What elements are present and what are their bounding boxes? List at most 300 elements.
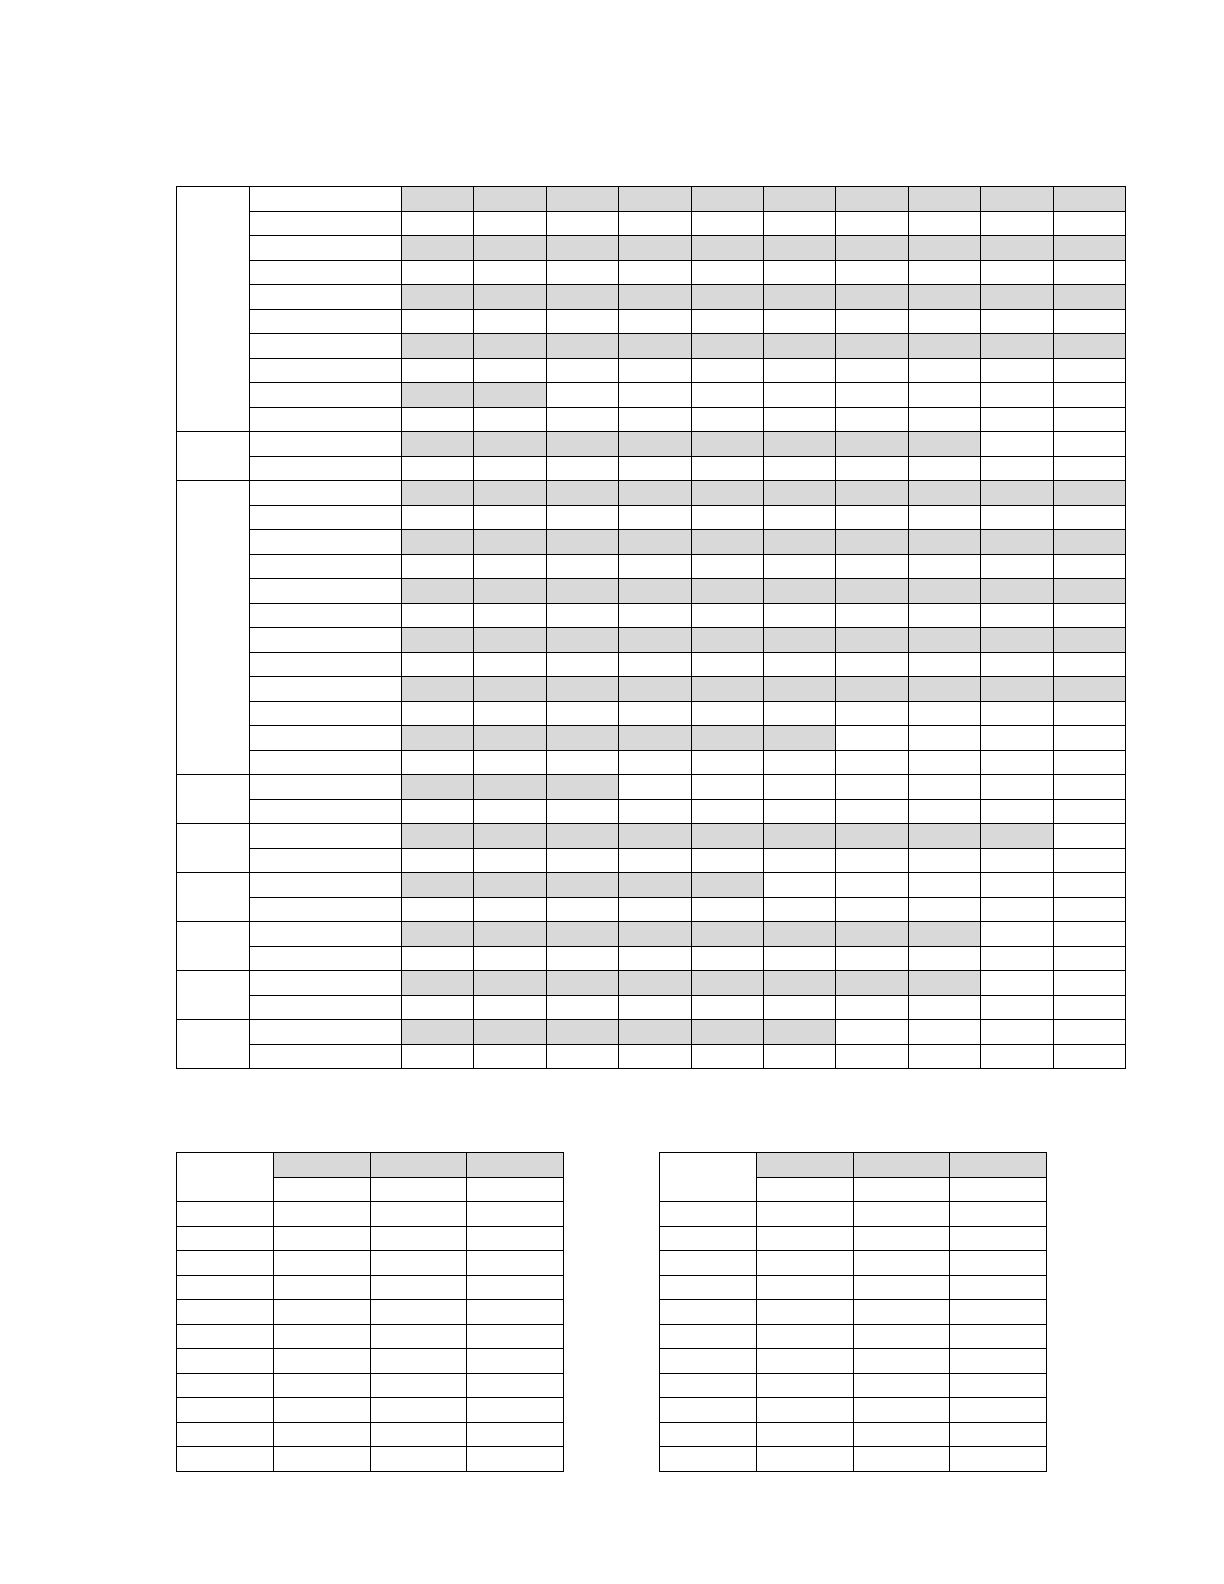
grid-cell	[546, 260, 618, 285]
grid-row	[177, 554, 1126, 579]
grid-cell	[763, 383, 835, 408]
grid-cell	[546, 922, 618, 947]
grid-row	[177, 897, 1126, 922]
row-label-cell	[250, 211, 402, 236]
grid-cell	[763, 922, 835, 947]
grid-cell	[981, 652, 1053, 677]
grid-cell	[981, 358, 1053, 383]
row-label-cell	[250, 505, 402, 530]
grid-cell	[1053, 432, 1125, 457]
table-cell	[177, 1202, 274, 1227]
table-cell	[660, 1226, 757, 1251]
table-cell	[756, 1349, 853, 1374]
grid-cell	[619, 407, 691, 432]
grid-cell	[763, 456, 835, 481]
table-row	[177, 1251, 564, 1276]
table-row	[660, 1373, 1047, 1398]
grid-row	[177, 603, 1126, 628]
grid-cell	[474, 946, 546, 971]
grid-cell	[763, 726, 835, 751]
table-cell	[660, 1398, 757, 1423]
group-label-cell	[177, 971, 250, 1020]
grid-row	[177, 922, 1126, 947]
subheader-cell	[950, 1177, 1047, 1202]
summary-table-right	[659, 1152, 1047, 1472]
grid-cell	[981, 750, 1053, 775]
grid-row	[177, 505, 1126, 530]
grid-row	[177, 677, 1126, 702]
table-cell	[853, 1300, 950, 1325]
grid-row	[177, 187, 1126, 212]
table-row	[660, 1275, 1047, 1300]
grid-row	[177, 799, 1126, 824]
grid-cell	[619, 383, 691, 408]
header-row	[177, 1153, 564, 1178]
row-label-cell	[250, 481, 402, 506]
table-cell	[467, 1447, 564, 1472]
grid-cell	[402, 995, 474, 1020]
table-row	[660, 1422, 1047, 1447]
table-cell	[853, 1251, 950, 1276]
grid-cell	[402, 481, 474, 506]
grid-cell	[836, 677, 908, 702]
grid-cell	[546, 1044, 618, 1069]
grid-cell	[908, 260, 980, 285]
grid-cell	[1053, 285, 1125, 310]
table-row	[177, 1275, 564, 1300]
grid-cell	[546, 873, 618, 898]
grid-cell	[908, 824, 980, 849]
subheader-cell	[273, 1177, 370, 1202]
header-cell	[756, 1153, 853, 1178]
grid-cell	[691, 922, 763, 947]
grid-cell	[474, 481, 546, 506]
grid-cell	[619, 922, 691, 947]
grid-cell	[1053, 652, 1125, 677]
grid-cell	[981, 897, 1053, 922]
table-row	[660, 1349, 1047, 1374]
grid-cell	[1053, 799, 1125, 824]
grid-row	[177, 456, 1126, 481]
grid-cell	[474, 505, 546, 530]
grid-cell	[1053, 848, 1125, 873]
grid-cell	[402, 285, 474, 310]
grid-cell	[763, 530, 835, 555]
grid-cell	[691, 701, 763, 726]
summary-table-right-body	[660, 1153, 1047, 1472]
grid-cell	[763, 432, 835, 457]
grid-cell	[691, 652, 763, 677]
grid-cell	[981, 726, 1053, 751]
grid-cell	[981, 530, 1053, 555]
grid-cell	[546, 285, 618, 310]
grid-cell	[908, 995, 980, 1020]
table-cell	[853, 1324, 950, 1349]
grid-cell	[474, 799, 546, 824]
grid-cell	[691, 285, 763, 310]
grid-cell	[691, 1044, 763, 1069]
subheader-cell	[370, 1177, 467, 1202]
grid-cell	[908, 726, 980, 751]
grid-row	[177, 873, 1126, 898]
table-row	[177, 1349, 564, 1374]
grid-row	[177, 652, 1126, 677]
subheader-cell	[467, 1177, 564, 1202]
grid-cell	[763, 407, 835, 432]
grid-cell	[908, 1020, 980, 1045]
main-grid-table	[176, 186, 1126, 1069]
table-cell	[467, 1202, 564, 1227]
grid-cell	[763, 946, 835, 971]
grid-cell	[981, 505, 1053, 530]
table-cell	[756, 1251, 853, 1276]
grid-cell	[763, 1044, 835, 1069]
grid-cell	[402, 750, 474, 775]
row-label-cell	[250, 775, 402, 800]
grid-cell	[836, 236, 908, 261]
row-label-cell	[250, 848, 402, 873]
grid-cell	[402, 652, 474, 677]
grid-cell	[908, 897, 980, 922]
row-label-cell	[250, 309, 402, 334]
grid-cell	[763, 873, 835, 898]
table-cell	[950, 1349, 1047, 1374]
grid-cell	[981, 260, 1053, 285]
row-label-cell	[250, 285, 402, 310]
grid-cell	[836, 530, 908, 555]
grid-cell	[1053, 628, 1125, 653]
grid-cell	[474, 603, 546, 628]
grid-cell	[763, 971, 835, 996]
grid-cell	[763, 236, 835, 261]
table-row	[177, 1324, 564, 1349]
grid-cell	[1053, 481, 1125, 506]
table-row	[660, 1202, 1047, 1227]
grid-cell	[836, 285, 908, 310]
grid-cell	[619, 530, 691, 555]
row-label-cell	[250, 922, 402, 947]
grid-cell	[619, 334, 691, 359]
table-cell	[273, 1300, 370, 1325]
row-label-cell	[250, 897, 402, 922]
grid-cell	[474, 628, 546, 653]
grid-cell	[981, 309, 1053, 334]
grid-cell	[908, 628, 980, 653]
grid-cell	[691, 775, 763, 800]
grid-cell	[836, 848, 908, 873]
grid-row	[177, 775, 1126, 800]
grid-cell	[402, 187, 474, 212]
table-cell	[467, 1373, 564, 1398]
grid-cell	[619, 677, 691, 702]
grid-row	[177, 211, 1126, 236]
grid-cell	[763, 358, 835, 383]
grid-cell	[1053, 750, 1125, 775]
grid-cell	[691, 995, 763, 1020]
row-label-cell	[250, 799, 402, 824]
row-label-cell	[250, 726, 402, 751]
grid-cell	[691, 897, 763, 922]
grid-cell	[836, 1044, 908, 1069]
grid-row	[177, 579, 1126, 604]
row-label-cell	[250, 971, 402, 996]
grid-cell	[908, 652, 980, 677]
grid-cell	[619, 873, 691, 898]
grid-cell	[402, 799, 474, 824]
grid-cell	[763, 848, 835, 873]
grid-cell	[402, 1020, 474, 1045]
grid-cell	[763, 995, 835, 1020]
grid-cell	[1053, 824, 1125, 849]
grid-row	[177, 334, 1126, 359]
row-label-cell	[250, 750, 402, 775]
grid-cell	[908, 236, 980, 261]
grid-cell	[908, 971, 980, 996]
grid-cell	[546, 628, 618, 653]
grid-cell	[619, 432, 691, 457]
table-cell	[950, 1202, 1047, 1227]
grid-cell	[546, 603, 618, 628]
table-cell	[273, 1324, 370, 1349]
grid-cell	[619, 750, 691, 775]
table-cell	[950, 1226, 1047, 1251]
header-cell	[950, 1153, 1047, 1178]
grid-cell	[619, 309, 691, 334]
grid-cell	[763, 334, 835, 359]
grid-cell	[1053, 579, 1125, 604]
grid-cell	[836, 211, 908, 236]
grid-cell	[402, 358, 474, 383]
row-label-cell	[250, 995, 402, 1020]
grid-cell	[619, 456, 691, 481]
main-grid-body	[177, 187, 1126, 1069]
row-label-cell	[250, 873, 402, 898]
grid-row	[177, 481, 1126, 506]
grid-cell	[619, 897, 691, 922]
row-label-cell	[250, 579, 402, 604]
grid-cell	[763, 285, 835, 310]
table-row	[177, 1202, 564, 1227]
grid-cell	[1053, 236, 1125, 261]
grid-cell	[836, 701, 908, 726]
grid-cell	[402, 260, 474, 285]
grid-cell	[908, 1044, 980, 1069]
grid-cell	[546, 824, 618, 849]
table-cell	[660, 1300, 757, 1325]
table-cell	[467, 1398, 564, 1423]
grid-cell	[402, 971, 474, 996]
grid-cell	[546, 554, 618, 579]
grid-cell	[402, 677, 474, 702]
grid-row	[177, 1020, 1126, 1045]
grid-cell	[691, 726, 763, 751]
grid-cell	[836, 603, 908, 628]
grid-cell	[691, 799, 763, 824]
grid-cell	[546, 848, 618, 873]
grid-cell	[908, 848, 980, 873]
grid-cell	[1053, 211, 1125, 236]
grid-cell	[402, 456, 474, 481]
grid-cell	[546, 971, 618, 996]
grid-cell	[474, 750, 546, 775]
grid-cell	[619, 285, 691, 310]
grid-cell	[908, 701, 980, 726]
corner-cell	[177, 1153, 274, 1202]
grid-row	[177, 530, 1126, 555]
table-cell	[660, 1373, 757, 1398]
table-cell	[177, 1447, 274, 1472]
grid-cell	[763, 897, 835, 922]
grid-cell	[836, 824, 908, 849]
table-row	[177, 1422, 564, 1447]
table-row	[660, 1398, 1047, 1423]
table-cell	[853, 1275, 950, 1300]
grid-cell	[402, 922, 474, 947]
grid-cell	[474, 456, 546, 481]
grid-cell	[402, 407, 474, 432]
table-row	[177, 1447, 564, 1472]
table-cell	[370, 1349, 467, 1374]
grid-cell	[691, 407, 763, 432]
grid-cell	[402, 873, 474, 898]
table-cell	[467, 1422, 564, 1447]
grid-cell	[908, 946, 980, 971]
grid-cell	[402, 775, 474, 800]
grid-cell	[981, 334, 1053, 359]
group-label-cell	[177, 1020, 250, 1069]
table-cell	[177, 1300, 274, 1325]
grid-cell	[619, 358, 691, 383]
table-row	[177, 1300, 564, 1325]
table-cell	[853, 1226, 950, 1251]
grid-cell	[981, 995, 1053, 1020]
grid-cell	[836, 652, 908, 677]
grid-cell	[836, 260, 908, 285]
grid-cell	[474, 1044, 546, 1069]
table-cell	[177, 1422, 274, 1447]
grid-cell	[908, 505, 980, 530]
corner-cell	[660, 1153, 757, 1202]
table-cell	[853, 1398, 950, 1423]
header-cell	[273, 1153, 370, 1178]
grid-cell	[836, 456, 908, 481]
table-row	[177, 1373, 564, 1398]
grid-cell	[763, 579, 835, 604]
grid-cell	[763, 260, 835, 285]
grid-cell	[1053, 922, 1125, 947]
grid-cell	[836, 1020, 908, 1045]
grid-cell	[691, 358, 763, 383]
grid-cell	[836, 628, 908, 653]
grid-cell	[546, 334, 618, 359]
grid-cell	[763, 824, 835, 849]
grid-cell	[1053, 897, 1125, 922]
grid-cell	[836, 995, 908, 1020]
grid-cell	[763, 187, 835, 212]
row-label-cell	[250, 456, 402, 481]
table-cell	[950, 1300, 1047, 1325]
table-cell	[467, 1324, 564, 1349]
table-cell	[950, 1398, 1047, 1423]
grid-cell	[546, 358, 618, 383]
grid-cell	[1053, 971, 1125, 996]
grid-cell	[1053, 677, 1125, 702]
table-cell	[853, 1422, 950, 1447]
grid-cell	[836, 873, 908, 898]
grid-cell	[619, 701, 691, 726]
grid-cell	[836, 309, 908, 334]
grid-cell	[908, 285, 980, 310]
table-cell	[273, 1398, 370, 1423]
grid-cell	[763, 1020, 835, 1045]
grid-cell	[981, 211, 1053, 236]
grid-cell	[402, 1044, 474, 1069]
table-cell	[467, 1226, 564, 1251]
grid-cell	[474, 236, 546, 261]
grid-cell	[691, 187, 763, 212]
grid-cell	[402, 701, 474, 726]
grid-cell	[474, 922, 546, 947]
grid-cell	[546, 236, 618, 261]
grid-cell	[474, 995, 546, 1020]
grid-cell	[1053, 1044, 1125, 1069]
table-cell	[950, 1251, 1047, 1276]
table-cell	[950, 1422, 1047, 1447]
table-cell	[756, 1373, 853, 1398]
group-label-cell	[177, 187, 250, 432]
grid-cell	[619, 260, 691, 285]
table-cell	[660, 1422, 757, 1447]
grid-cell	[546, 652, 618, 677]
grid-cell	[474, 407, 546, 432]
table-cell	[756, 1300, 853, 1325]
grid-cell	[619, 187, 691, 212]
grid-cell	[763, 775, 835, 800]
table-cell	[756, 1422, 853, 1447]
grid-cell	[474, 726, 546, 751]
grid-cell	[474, 897, 546, 922]
grid-cell	[981, 848, 1053, 873]
grid-cell	[691, 260, 763, 285]
row-label-cell	[250, 946, 402, 971]
grid-cell	[546, 995, 618, 1020]
grid-cell	[691, 628, 763, 653]
grid-cell	[474, 652, 546, 677]
table-cell	[177, 1324, 274, 1349]
grid-cell	[474, 824, 546, 849]
grid-cell	[619, 603, 691, 628]
grid-cell	[836, 432, 908, 457]
grid-row	[177, 383, 1126, 408]
table-cell	[370, 1226, 467, 1251]
table-cell	[853, 1202, 950, 1227]
grid-cell	[763, 309, 835, 334]
grid-cell	[474, 530, 546, 555]
grid-cell	[619, 726, 691, 751]
subheader-cell	[756, 1177, 853, 1202]
grid-cell	[619, 775, 691, 800]
table-cell	[177, 1226, 274, 1251]
grid-cell	[908, 530, 980, 555]
grid-cell	[836, 358, 908, 383]
header-cell	[853, 1153, 950, 1178]
grid-cell	[981, 946, 1053, 971]
grid-cell	[1053, 554, 1125, 579]
row-label-cell	[250, 432, 402, 457]
grid-cell	[691, 824, 763, 849]
grid-cell	[546, 309, 618, 334]
grid-cell	[546, 187, 618, 212]
